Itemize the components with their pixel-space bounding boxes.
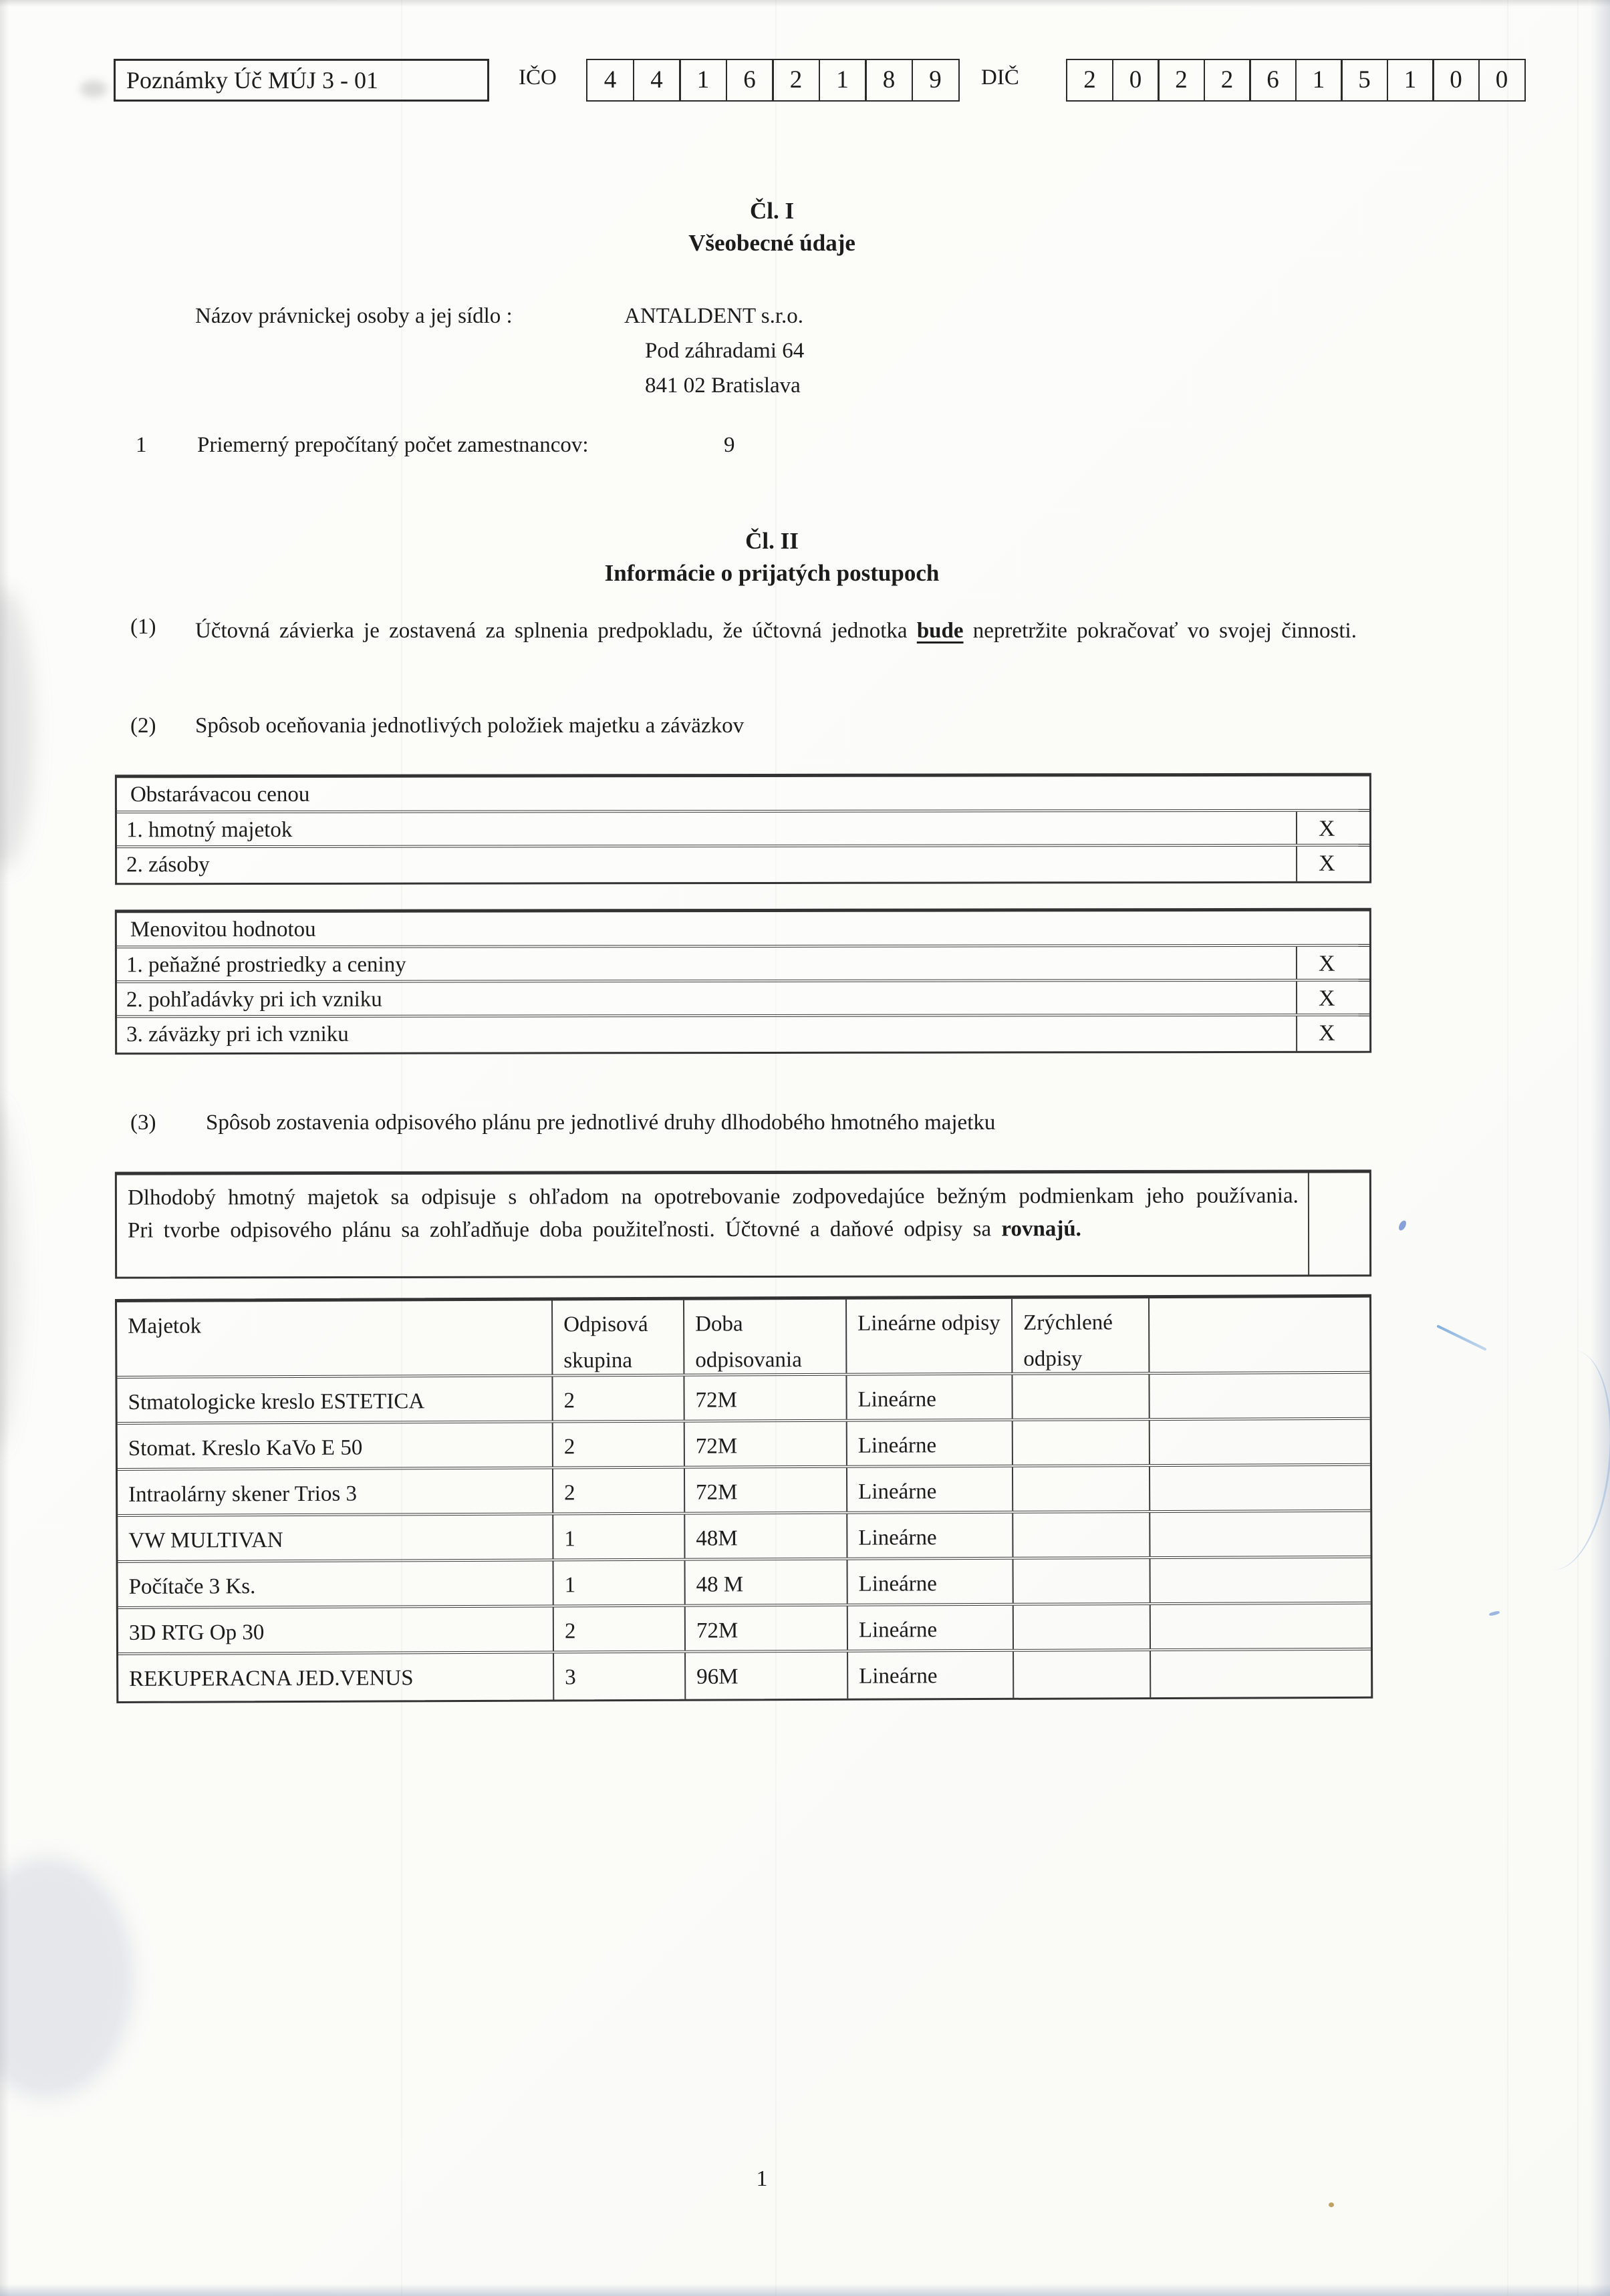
company-name-label: Názov právnickej osoby a jej sídlo : — [195, 304, 513, 328]
dic-digit-cell: 6 — [1249, 59, 1297, 102]
depreciation-group-cell: 3 — [553, 1653, 684, 1700]
accelerated-depreciation-cell — [1012, 1421, 1149, 1465]
depreciation-group-cell: 1 — [552, 1515, 684, 1559]
paper-speck — [1329, 2202, 1334, 2207]
asset-name-cell: 3D RTG Op 30 — [128, 1620, 265, 1645]
accelerated-depreciation-cell — [1011, 1375, 1148, 1419]
asset-name-cell: REKUPERACNA JED.VENUS — [129, 1666, 414, 1691]
dic-digit-cell: 5 — [1341, 59, 1388, 102]
table-row — [118, 1420, 1370, 1471]
depreciation-period-cell: 72M — [684, 1468, 846, 1512]
linear-depreciation-cell: Lineárne — [845, 1375, 1011, 1419]
table-row — [117, 1374, 1369, 1425]
depreciation-period-cell: 72M — [684, 1606, 847, 1651]
row-label: 1. peňažné prostriedky a ceniny — [126, 952, 406, 978]
page-number: 1 — [756, 2166, 768, 2191]
company-address-line2: 841 02 Bratislava — [645, 374, 801, 398]
depreciation-group-cell: 2 — [551, 1377, 683, 1421]
row-label: 3. záväzky pri ich vzniku — [126, 1022, 349, 1047]
ico-digit-cell: 9 — [912, 59, 960, 102]
linear-depreciation-cell: Lineárne — [846, 1467, 1012, 1512]
dic-digit-cell: 2 — [1204, 59, 1251, 102]
scan-edge-shadow-bottom — [0, 2284, 1610, 2296]
section-1-heading: Čl. I — [749, 198, 795, 224]
empty-cell — [1149, 1512, 1370, 1556]
linear-depreciation-cell: Lineárne — [847, 1606, 1013, 1650]
row-check-mark: X — [1296, 982, 1369, 1014]
paragraph-1-text-after: nepretržite pokračovať vo svojej činnosti. — [963, 619, 1357, 643]
dic-digit-cell: 0 — [1432, 59, 1480, 102]
asset-name-cell: Stmatologicke kreslo ESTETICA — [128, 1389, 425, 1415]
valuation-table-header: Menovitou hodnotou — [117, 911, 1369, 949]
scan-smudge — [0, 588, 33, 869]
scan-smudge — [0, 1858, 134, 2098]
depreciation-period-cell: 96M — [684, 1653, 847, 1699]
section-2-subheading: Informácie o prijatých postupoch — [604, 560, 940, 586]
linear-depreciation-cell: Lineárne — [846, 1421, 1012, 1465]
form-code-box — [114, 59, 489, 102]
scanner-streak — [1507, 0, 1508, 2296]
paragraph-1-text-before: Účtovná závierka je zostavená za splnenia predpokladu, že účtovná jednotka — [195, 619, 917, 643]
asset-name-cell: Intraolárny skener Trios 3 — [128, 1481, 358, 1507]
table-row — [118, 1651, 1371, 1701]
column-header: Odpisová skupina — [551, 1300, 683, 1375]
depreciation-period-cell: 72M — [683, 1376, 845, 1420]
row-label: 2. pohľadávky pri ich vzniku — [126, 987, 382, 1012]
scan-smudge — [80, 80, 107, 98]
ico-digit-cell: 4 — [633, 59, 681, 102]
ico-digit-cell: 1 — [819, 59, 867, 102]
depreciation-note-box — [115, 1169, 1371, 1278]
paragraph-3-number: (3) — [130, 1111, 156, 1135]
depreciation-period-cell: 48 M — [684, 1560, 847, 1604]
company-name-value: ANTALDENT s.r.o. — [624, 304, 804, 328]
depreciation-note-emphasis: rovnajú. — [1001, 1217, 1081, 1242]
column-header: Lineárne odpisy — [845, 1299, 1011, 1373]
column-header: Majetok — [128, 1314, 202, 1338]
table-row — [118, 1512, 1370, 1563]
empty-cell — [1150, 1558, 1371, 1602]
linear-depreciation-cell: Lineárne — [847, 1560, 1013, 1604]
asset-name-cell: VW MULTIVAN — [128, 1528, 283, 1553]
row-check-mark: X — [1296, 1016, 1369, 1051]
table-row — [117, 1016, 1369, 1053]
table-row — [117, 982, 1369, 1018]
linear-depreciation-cell: Lineárne — [847, 1652, 1013, 1699]
ico-digit-cell: 1 — [679, 59, 727, 102]
ico-digit-cell: 6 — [726, 59, 774, 102]
scan-edge-shadow-top — [0, 0, 1610, 7]
paragraph-1-emphasis: bude — [916, 619, 964, 643]
column-header: Doba odpisovania — [683, 1300, 845, 1374]
empty-cell — [1150, 1651, 1371, 1697]
empty-cell — [1150, 1604, 1371, 1648]
row-check-mark: X — [1296, 847, 1369, 881]
column-header: Zrýchlené odpisy — [1011, 1298, 1148, 1373]
accelerated-depreciation-cell — [1012, 1467, 1149, 1511]
section-2-heading: Čl. II — [745, 528, 799, 554]
paragraph-2-number: (2) — [130, 714, 156, 738]
dic-digit-cell: 0 — [1478, 59, 1526, 102]
depreciation-note-text — [117, 1173, 1308, 1277]
valuation-table-header: Obstarávacou cenou — [117, 776, 1369, 814]
blue-pen-dot — [1489, 1610, 1500, 1616]
paragraph-1-text — [195, 613, 1408, 648]
depreciation-period-cell: 48M — [684, 1514, 846, 1558]
table-header-row — [117, 1298, 1369, 1379]
asset-name-cell: Stomat. Kreslo KaVo E 50 — [128, 1435, 363, 1461]
accelerated-depreciation-cell — [1013, 1651, 1150, 1698]
assets-depreciation-table — [115, 1294, 1373, 1703]
employee-count-value: 9 — [724, 433, 735, 457]
column-header — [1148, 1298, 1369, 1372]
depreciation-group-cell: 2 — [553, 1607, 684, 1651]
table-row — [118, 1466, 1370, 1517]
dic-digit-cell: 1 — [1295, 59, 1343, 102]
section-1-subheading: Všeobecné údaje — [688, 230, 855, 256]
dic-label: DIČ — [981, 65, 1019, 90]
row-label: 2. zásoby — [126, 853, 210, 877]
table-row — [118, 1604, 1371, 1655]
dic-digit-cell: 2 — [1158, 59, 1205, 102]
ico-digit-boxes — [586, 59, 960, 102]
table-row — [117, 947, 1369, 984]
row-check-mark: X — [1296, 812, 1369, 844]
depreciation-note-before: Dlhodobý hmotný majetok sa odpisuje s ohľadom na opotrebovanie zodpovedajúce bežným podmienkam jeho používania. Pri tvorbe odpisového plánu sa zohľadňuje doba použiteľnosti. Účtovné a daňové odpisy sa — [127, 1183, 1299, 1243]
blue-pen-dot — [1397, 1219, 1407, 1232]
scanner-streak — [401, 0, 402, 2296]
accelerated-depreciation-cell — [1013, 1605, 1150, 1649]
accelerated-depreciation-cell — [1013, 1559, 1150, 1603]
scan-edge-shadow-right — [1590, 0, 1610, 2296]
depreciation-group-cell: 1 — [553, 1561, 684, 1605]
linear-depreciation-cell: Lineárne — [846, 1514, 1012, 1558]
depreciation-group-cell: 2 — [552, 1469, 684, 1513]
table-row — [117, 812, 1369, 849]
paragraph-1-number: (1) — [130, 615, 156, 639]
row-check-mark: X — [1296, 947, 1369, 979]
empty-cell — [1149, 1420, 1370, 1464]
ico-digit-cell: 4 — [586, 59, 634, 102]
paragraph-2-text: Spôsob oceňovania jednotlivých položiek majetku a záväzkov — [195, 714, 745, 738]
employee-count-item-number: 1 — [136, 433, 147, 457]
depreciation-group-cell: 2 — [552, 1423, 684, 1467]
empty-cell — [1148, 1374, 1369, 1418]
dic-digit-cell: 2 — [1066, 59, 1113, 102]
dic-digit-cell: 0 — [1112, 59, 1160, 102]
table-row — [118, 1558, 1371, 1609]
company-address-line1: Pod záhradami 64 — [645, 339, 805, 363]
form-code-label: Poznámky Úč MÚJ 3 - 01 — [126, 67, 378, 94]
table-row — [117, 847, 1369, 883]
paragraph-3-text: Spôsob zostavenia odpisového plánu pre jednotlivé druhy dlhodobého hmotného majetku — [206, 1111, 996, 1135]
blue-pen-mark — [1436, 1324, 1486, 1351]
depreciation-period-cell: 72M — [684, 1422, 846, 1466]
accelerated-depreciation-cell — [1012, 1513, 1149, 1557]
ico-label: IČO — [519, 65, 557, 90]
valuation-table-nominal-value — [115, 908, 1371, 1055]
ico-digit-cell: 2 — [772, 59, 820, 102]
ico-digit-cell: 8 — [865, 59, 913, 102]
dic-digit-boxes — [1066, 59, 1526, 102]
scan-smudge — [0, 1103, 20, 1450]
dic-digit-cell: 1 — [1387, 59, 1434, 102]
asset-name-cell: Počítače 3 Ks. — [128, 1574, 256, 1599]
empty-cell — [1149, 1466, 1370, 1510]
employee-count-label: Priemerný prepočítaný počet zamestnancov: — [197, 433, 589, 457]
scanner-streak — [1577, 0, 1579, 2296]
depreciation-note-empty-column — [1308, 1173, 1369, 1274]
row-label: 1. hmotný majetok — [126, 817, 293, 843]
valuation-table-acquisition-cost — [115, 773, 1371, 885]
